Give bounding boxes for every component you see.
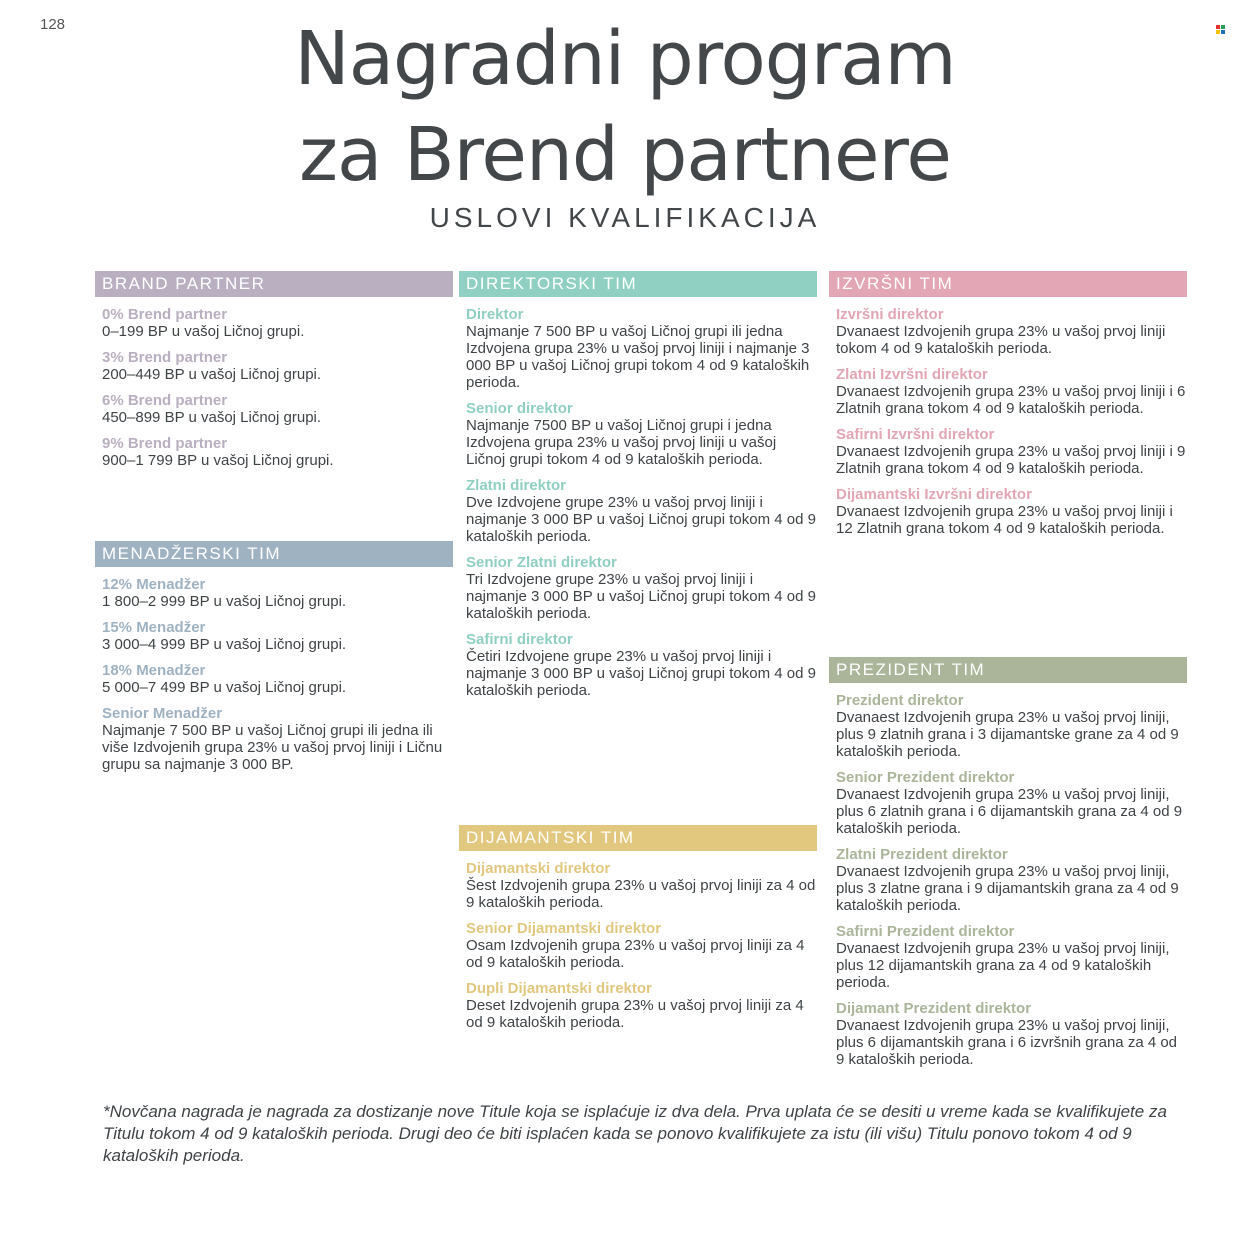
list-item — [836, 366, 1187, 417]
item-description: 0–199 BP u vašoj Ličnoj grupi. — [102, 323, 305, 340]
item-description: Dvanaest Izdvojenih grupa 23% u vašoj prvoj liniji i 6 Zlatnih grana tokom 4 od 9 kataloških perioda. — [836, 383, 1186, 417]
list-item — [836, 846, 1187, 914]
item-title: Safirni Izvršni direktor — [836, 426, 995, 443]
item-description: Najmanje 7 500 BP u vašoj Ličnoj grupi ili jedna Izdvojena grupa 23% u vašoj prvoj liniji i najmanje 3 000 BP u vašoj Ličnoj grupi tokom 4 od 9 kataloških perioda. — [466, 323, 810, 391]
item-list — [829, 306, 1187, 537]
list-item — [466, 631, 817, 699]
page-title-line2: za Brend partnere — [299, 112, 951, 198]
item-title: Dijamantski Izvršni direktor — [836, 486, 1032, 503]
item-description: Dvanaest Izdvojenih grupa 23% u vašoj prvoj liniji i 12 Zlatnih grana tokom 4 od 9 kataloških perioda. — [836, 503, 1173, 537]
item-description: Dve Izdvojene grupe 23% u vašoj prvoj liniji i najmanje 3 000 BP u vašoj Ličnoj grupi tokom 4 od 9 kataloških perioda. — [466, 494, 816, 545]
item-description: 5 000–7 499 BP u vašoj Ličnoj grupi. — [102, 679, 347, 696]
item-description: Dvanaest Izdvojenih grupa 23% u vašoj prvoj liniji, plus 9 zlatnih grana i 3 dijamantske grane za 4 od 9 kataloških perioda. — [836, 709, 1179, 760]
item-list — [829, 692, 1187, 1068]
list-item — [102, 619, 453, 653]
item-title: Dupli Dijamantski direktor — [466, 980, 652, 997]
item-title: Zlatni Izvršni direktor — [836, 366, 988, 383]
list-item — [102, 306, 453, 340]
item-title: 12% Menadžer — [102, 576, 206, 593]
item-description: 900–1 799 BP u vašoj Ličnoj grupi. — [102, 452, 334, 469]
item-description: Najmanje 7 500 BP u vašoj Ličnoj grupi ili jedna ili više Izdvojenih grupa 23% u vašoj prvoj liniji i Ličnu grupu sa najmanje 3 000 BP. — [102, 722, 443, 773]
section-heading-prezident: PREZIDENT TIM — [829, 657, 1187, 683]
section-heading-direktorski: DIREKTORSKI TIM — [459, 271, 817, 297]
item-description: Tri Izdvojene grupe 23% u vašoj prvoj liniji i najmanje 3 000 BP u vašoj Ličnoj grupi tokom 4 od 9 kataloških perioda. — [466, 571, 816, 622]
page-number: 128 — [40, 16, 66, 33]
list-item — [466, 400, 817, 468]
list-item — [102, 392, 453, 426]
item-title: 3% Brend partner — [102, 349, 228, 366]
list-item — [102, 349, 453, 383]
list-item — [836, 426, 1187, 477]
list-item — [466, 477, 817, 545]
item-title: 15% Menadžer — [102, 619, 206, 636]
page-subtitle: USLOVI KVALIFIKACIJA — [429, 202, 821, 233]
list-item — [836, 923, 1187, 991]
list-item — [466, 860, 817, 911]
list-item — [466, 920, 817, 971]
section-brand-partner — [95, 271, 453, 469]
section-heading-brand: BRAND PARTNER — [95, 271, 453, 297]
section-heading-dijamantski: DIJAMANTSKI TIM — [459, 825, 817, 851]
item-description: 450–899 BP u vašoj Ličnoj grupi. — [102, 409, 322, 426]
item-description: Šest Izdvojenih grupa 23% u vašoj prvoj liniji za 4 od 9 kataloških perioda. — [466, 877, 816, 911]
item-description: 3 000–4 999 BP u vašoj Ličnoj grupi. — [102, 636, 347, 653]
item-description: Dvanaest Izdvojenih grupa 23% u vašoj prvoj liniji, plus 3 zlatne grana i 9 dijamantskih grana za 4 od 9 kataloških perioda. — [836, 863, 1179, 914]
list-item — [102, 576, 453, 610]
item-description: Četiri Izdvojene grupe 23% u vašoj prvoj liniji i najmanje 3 000 BP u vašoj Ličnoj grupi tokom 4 od 9 kataloških perioda. — [466, 648, 816, 699]
list-item — [836, 1000, 1187, 1068]
list-item — [466, 306, 817, 391]
item-title: Dijamantski direktor — [466, 860, 611, 877]
item-description: Osam Izdvojenih grupa 23% u vašoj prvoj liniji za 4 od 9 kataloških perioda. — [466, 937, 805, 971]
item-title: Senior Dijamantski direktor — [466, 920, 662, 937]
list-item — [836, 306, 1187, 357]
item-title: Senior direktor — [466, 400, 573, 417]
item-description: Dvanaest Izdvojenih grupa 23% u vašoj prvoj liniji tokom 4 od 9 kataloških perioda. — [836, 323, 1166, 357]
item-title: Safirni Prezident direktor — [836, 923, 1015, 940]
item-title: Prezident direktor — [836, 692, 964, 709]
item-title: Safirni direktor — [466, 631, 573, 648]
section-izvrsni-tim — [829, 271, 1187, 537]
list-item — [102, 705, 453, 773]
item-description: Dvanaest Izdvojenih grupa 23% u vašoj prvoj liniji, plus 12 dijamantskih grana za 4 od 9 kataloških perioda. — [836, 940, 1170, 991]
list-item — [836, 692, 1187, 760]
footnote: *Novčana nagrada je nagrada za dostizanje nove Titule koja se isplaćuje iz dva dela. Prva uplata će se desiti u vreme kada se kvalifikujete za Titulu tokom 4 od 9 kataloških perioda. Drugi deo će biti isplaćen kada se ponovo kvalifikujete za istu (ili višu) Titulu ponovo tokom 4 od 9 kataloških perioda. — [103, 1102, 1167, 1165]
item-description: Dvanaest Izdvojenih grupa 23% u vašoj prvoj liniji, plus 6 zlatnih grana i 6 dijamantskih grana za 4 od 9 kataloških perioda. — [836, 786, 1183, 837]
item-title: 6% Brend partner — [102, 392, 228, 409]
item-description: 200–449 BP u vašoj Ličnoj grupi. — [102, 366, 322, 383]
item-title: Senior Menadžer — [102, 705, 223, 722]
section-heading-izvrsni: IZVRŠNI TIM — [829, 271, 1187, 297]
item-title: Dijamant Prezident direktor — [836, 1000, 1032, 1017]
list-item — [102, 662, 453, 696]
item-title: Zlatni Prezident direktor — [836, 846, 1008, 863]
section-prezident-tim — [829, 657, 1187, 1068]
page-title-line1: Nagradni program — [294, 16, 956, 102]
item-list — [459, 860, 817, 1031]
item-title: Senior Zlatni direktor — [466, 554, 617, 571]
item-list — [95, 306, 453, 469]
list-item — [466, 980, 817, 1031]
item-list — [459, 306, 817, 699]
list-item — [836, 486, 1187, 537]
item-title: Izvršni direktor — [836, 306, 944, 323]
item-title: 0% Brend partner — [102, 306, 228, 323]
item-title: Senior Prezident direktor — [836, 769, 1015, 786]
item-list — [95, 576, 453, 773]
section-menadzerski-tim — [95, 541, 453, 773]
section-dijamantski-tim — [459, 825, 817, 1031]
item-title: 9% Brend partner — [102, 435, 228, 452]
item-title: 18% Menadžer — [102, 662, 206, 679]
item-description: Dvanaest Izdvojenih grupa 23% u vašoj prvoj liniji, plus 6 dijamantskih grana i 6 izvršnih grana za 4 od 9 kataloških perioda. — [836, 1017, 1178, 1068]
item-title: Direktor — [466, 306, 524, 323]
list-item — [836, 769, 1187, 837]
item-description: Dvanaest Izdvojenih grupa 23% u vašoj prvoj liniji i 9 Zlatnih grana tokom 4 od 9 kataloških perioda. — [836, 443, 1186, 477]
item-description: Najmanje 7500 BP u vašoj Ličnoj grupi i jedna Izdvojena grupa 23% u vašoj prvoj liniji u vašoj Ličnoj grupi tokom 4 od 9 kataloških perioda. — [466, 417, 777, 468]
item-title: Zlatni direktor — [466, 477, 567, 494]
item-description: 1 800–2 999 BP u vašoj Ličnoj grupi. — [102, 593, 347, 610]
item-description: Deset Izdvojenih grupa 23% u vašoj prvoj liniji za 4 od 9 kataloških perioda. — [466, 997, 804, 1031]
list-item — [466, 554, 817, 622]
section-direktorski-tim — [459, 271, 817, 699]
section-heading-menadzerski: MENADŽERSKI TIM — [95, 541, 453, 567]
list-item — [102, 435, 453, 469]
